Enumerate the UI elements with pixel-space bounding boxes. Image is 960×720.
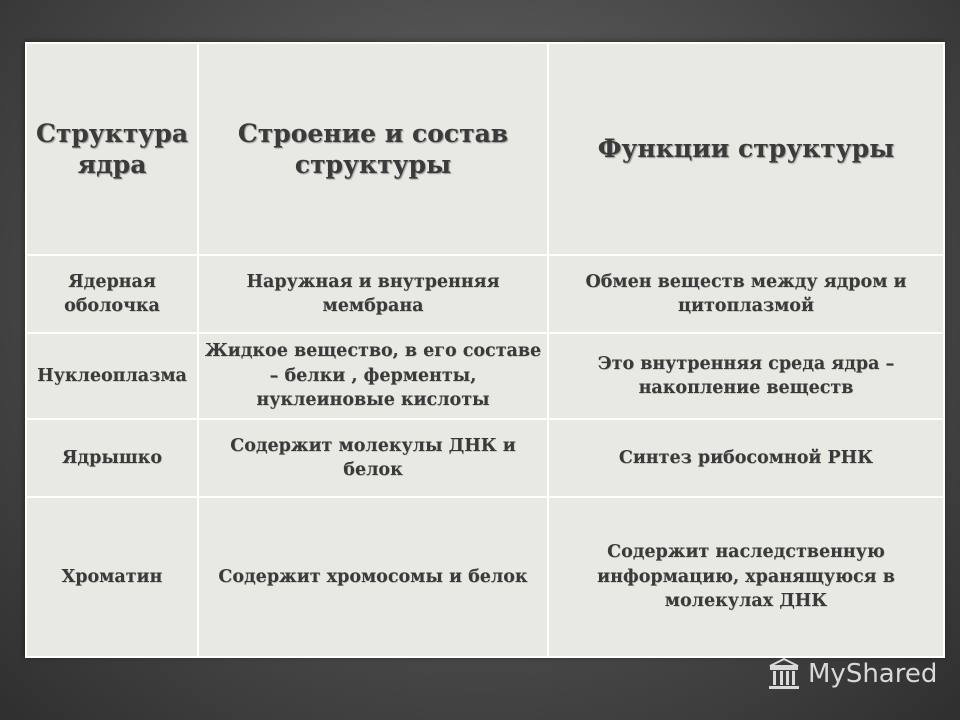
table-row <box>26 419 944 497</box>
cell-composition: Жидкое вещество, в его составе – белки , ферменты, нуклеиновые кислоты <box>198 333 548 419</box>
watermark-text: MyShared <box>808 659 938 689</box>
content-table-container <box>25 42 943 656</box>
table-header-row <box>26 43 944 255</box>
table-row <box>26 333 944 419</box>
header-structure: Структура ядра <box>26 43 198 255</box>
cell-function: Содержит наследственную информацию, хранящуюся в молекулах ДНК <box>548 497 944 657</box>
myshared-watermark <box>766 654 937 694</box>
cell-function: Обмен веществ между ядром и цитоплазмой <box>548 255 944 333</box>
table-row <box>26 255 944 333</box>
cell-structure: Нуклеоплазма <box>26 333 198 419</box>
cell-structure: Ядерная оболочка <box>26 255 198 333</box>
cell-structure: Ядрышко <box>26 419 198 497</box>
cell-structure: Хроматин <box>26 497 198 657</box>
cell-composition: Наружная и внутренняя мембрана <box>198 255 548 333</box>
header-composition: Строение и состав структуры <box>198 43 548 255</box>
cell-composition: Содержит хромосомы и белок <box>198 497 548 657</box>
table-row <box>26 497 944 657</box>
cell-function: Синтез рибосомной РНК <box>548 419 944 497</box>
building-logo-icon <box>766 656 802 692</box>
cell-composition: Содержит молекулы ДНК и белок <box>198 419 548 497</box>
nucleus-structure-table <box>25 42 945 658</box>
cell-function: Это внутренняя среда ядра – накопление веществ <box>548 333 944 419</box>
header-functions: Функции структуры <box>548 43 944 255</box>
